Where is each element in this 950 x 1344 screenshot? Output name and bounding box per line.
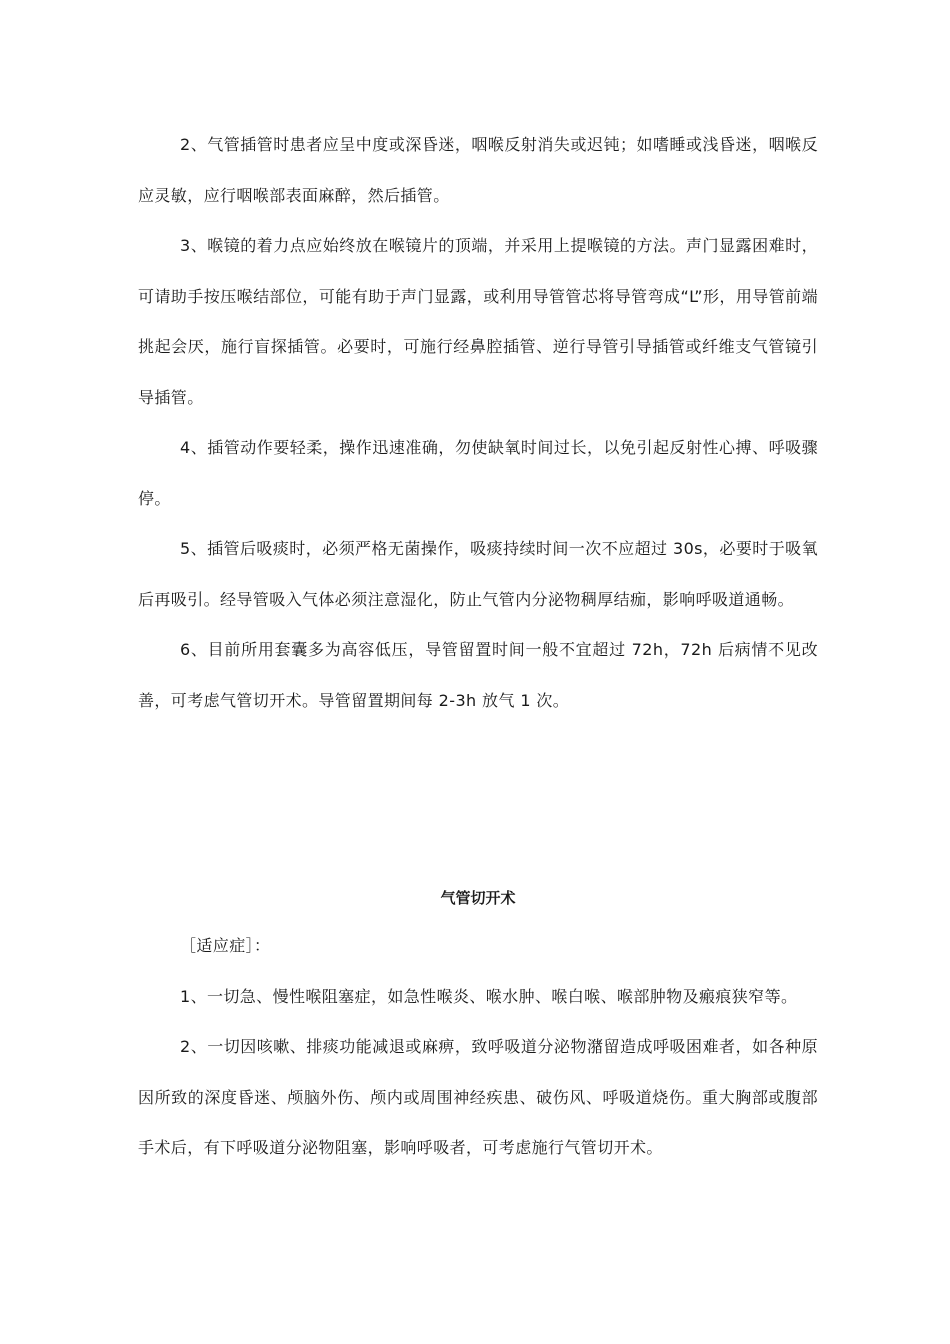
indication-2: 2、一切因咳嗽、排痰功能减退或麻痹，致呼吸道分泌物潴留造成呼吸困难者，如各种原因所致的深度昏迷、颅脑外伤、颅内或周围神经疾患、破伤风、呼吸道烧伤。重大胸部或腹部手术后，有下呼吸道分泌物阻塞，影响呼吸者，可考虑施行气管切开术。	[138, 1037, 818, 1157]
note-paragraph-4: 4、插管动作要轻柔，操作迅速准确，勿使缺氧时间过长，以免引起反射性心搏、呼吸骤停。	[138, 438, 818, 508]
note-paragraph-3: 3、喉镜的着力点应始终放在喉镜片的顶端，并采用上提喉镜的方法。声门显露困难时，可请助手按压喉结部位，可能有助于声门显露，或利用导管管芯将导管弯成“L”形，用导管前端挑起会厌，施行盲探插管。必要时，可施行经鼻腔插管、逆行导管引导插管或纤维支气管镜引导插管。	[138, 236, 818, 407]
indication-1: 1、一切急、慢性喉阻塞症，如急性喉炎、喉水肿、喉白喉、喉部肿物及瘢痕狭窄等。	[180, 986, 798, 1006]
note-paragraph-6: 6、目前所用套囊多为高容低压，导管留置时间一般不宜超过 72h，72h 后病情不见改善，可考虑气管切开术。导管留置期间每 2-3h 放气 1 次。	[138, 640, 818, 710]
section-title: 气管切开术	[440, 889, 516, 907]
indications-label: ［适应症］：	[180, 936, 271, 955]
note-paragraph-2: 2、气管插管时患者应呈中度或深昏迷，咽喉反射消失或迟钝；如嗜睡或浅昏迷，咽喉反应灵敏，应行咽喉部表面麻醉，然后插管。	[138, 135, 818, 205]
intubation-notes	[138, 120, 818, 726]
note-paragraph-5: 5、插管后吸痰时，必须严格无菌操作，吸痰持续时间一次不应超过 30s，必要时于吸氧后再吸引。经导管吸入气体必须注意湿化，防止气管内分泌物稠厚结痂，影响呼吸道通畅。	[138, 539, 818, 609]
tracheotomy-section	[138, 921, 818, 1174]
